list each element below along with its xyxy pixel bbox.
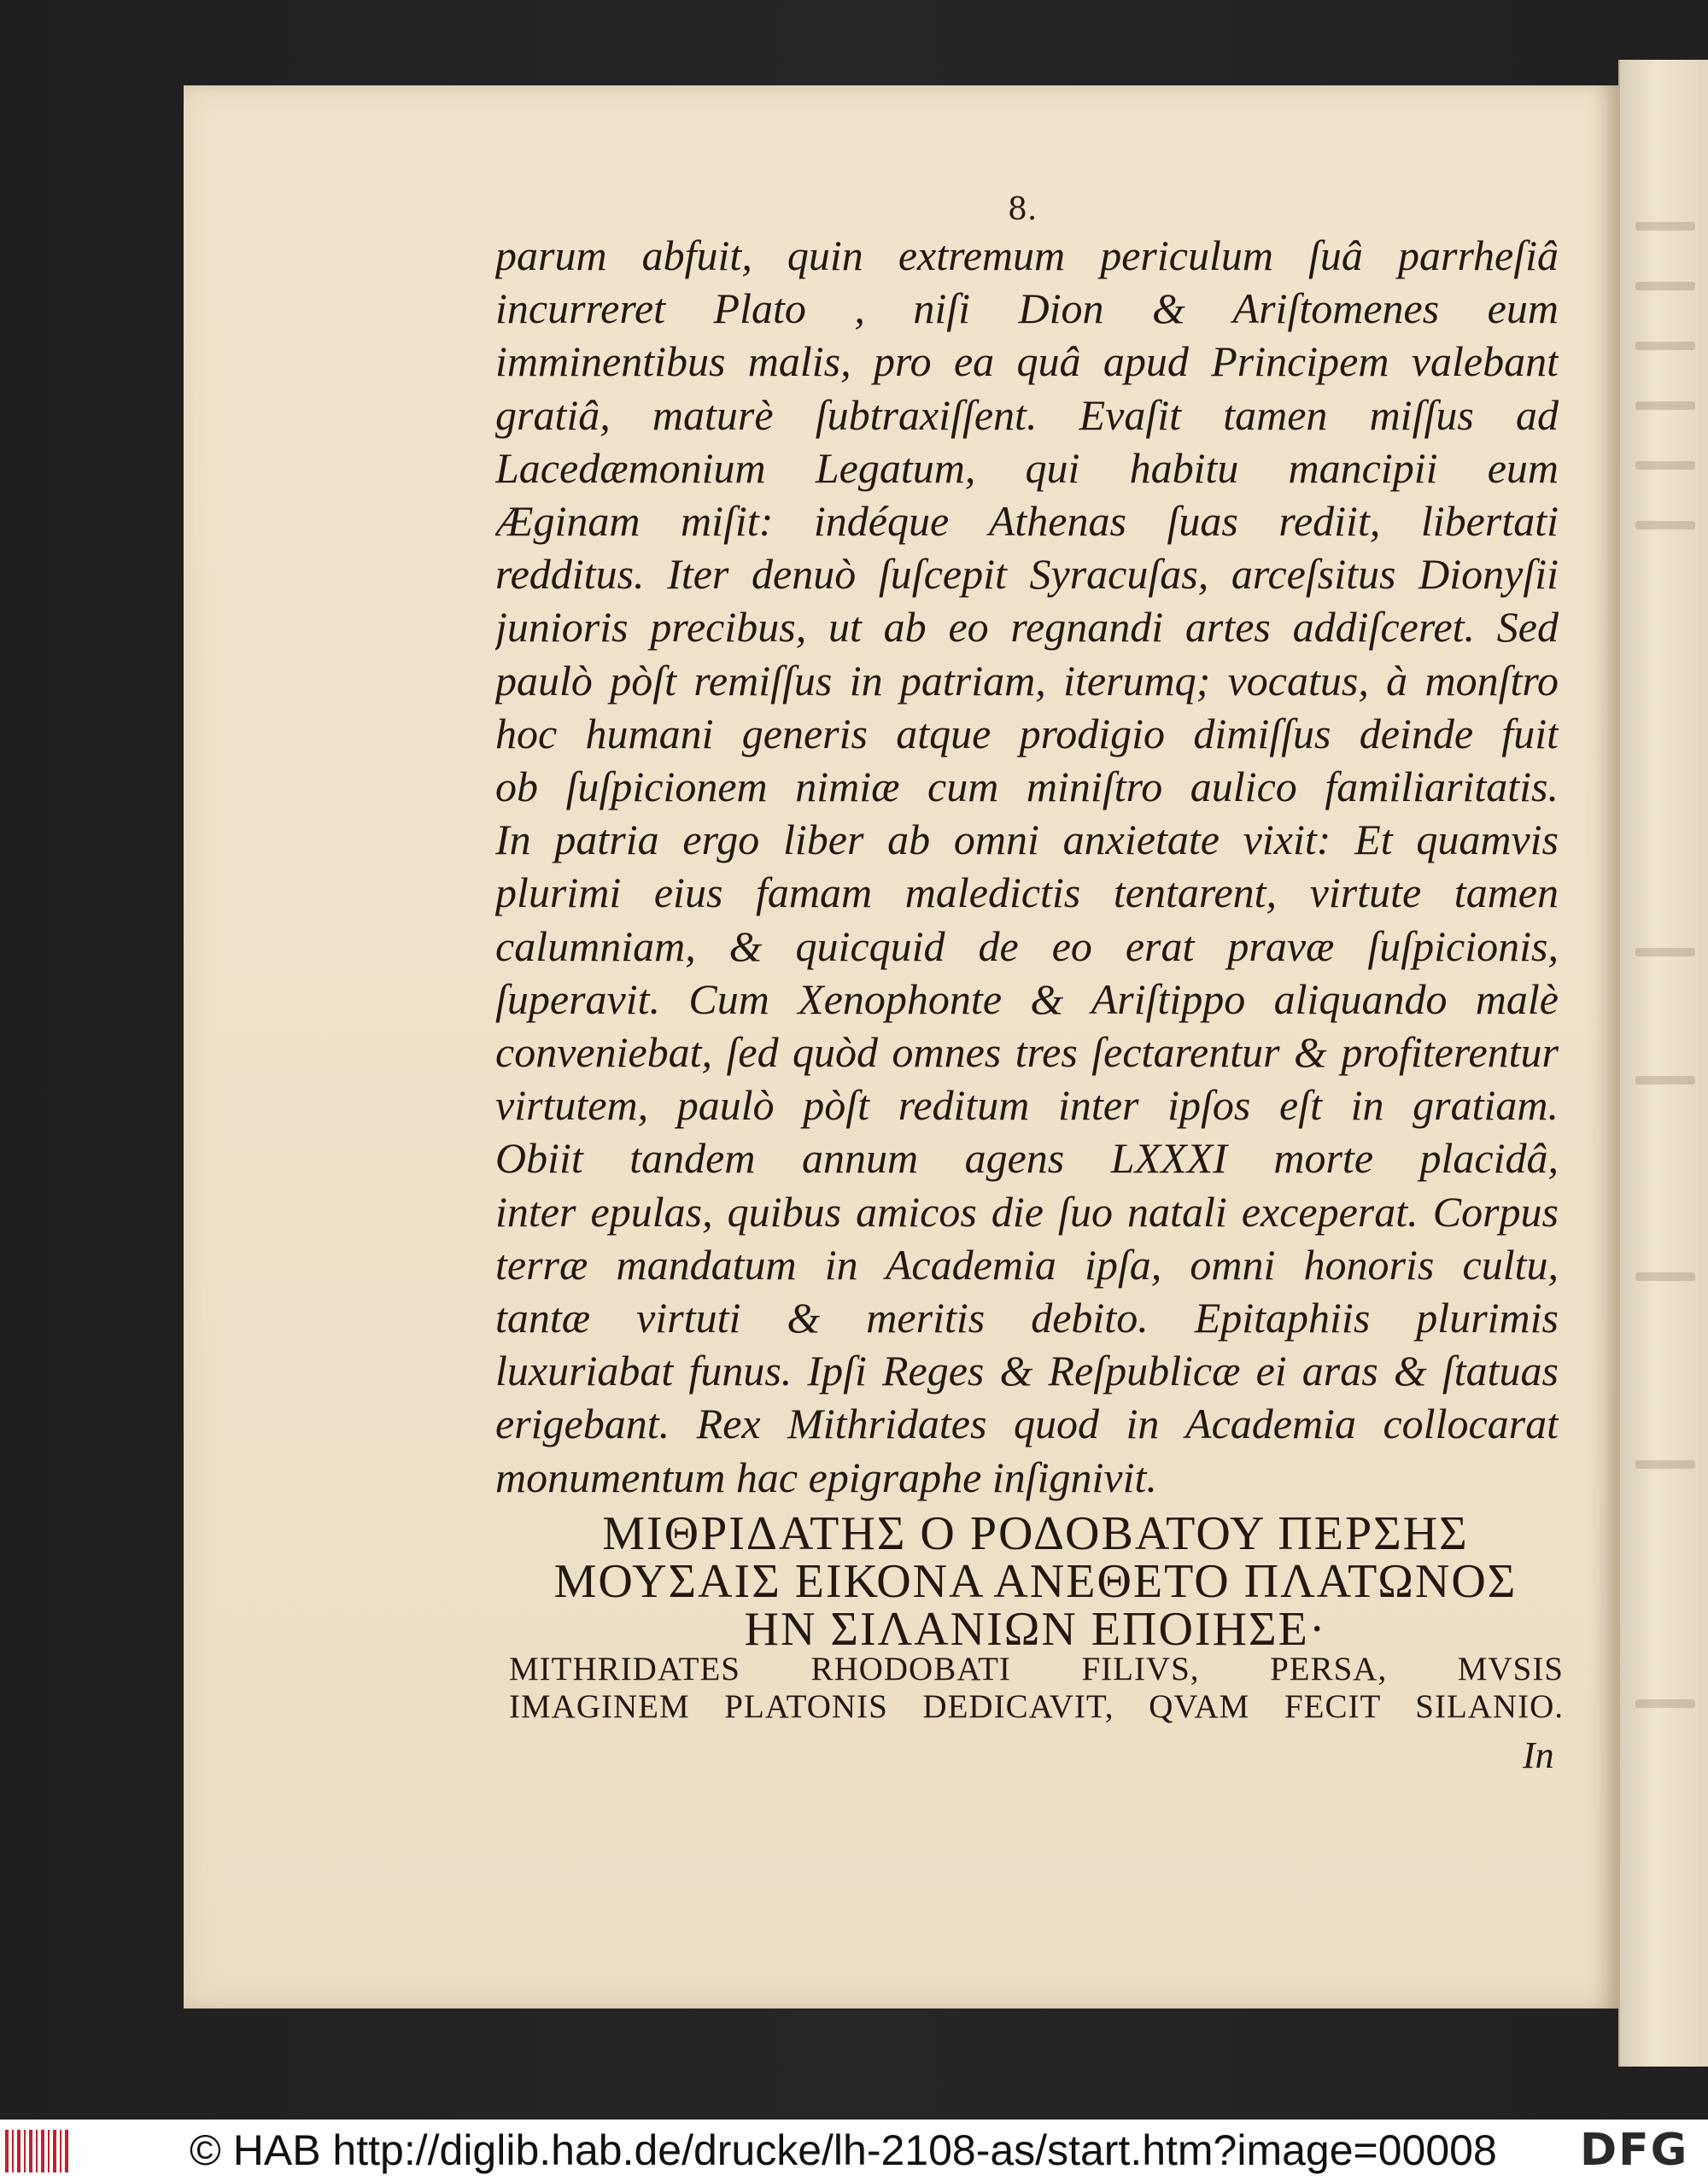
text-line: imminentibus malis, pro ea quâ apud Principem valebant (495, 337, 1559, 386)
footer-bar (0, 2120, 1708, 2181)
text-line: inter epulas, quibus amicos die ſuo natali exceperat. Corpus (495, 1187, 1559, 1236)
greek-inscription (504, 1507, 1567, 1656)
page-number: 8. (1008, 192, 1038, 227)
text-line: redditus. Iter denuò ſuſcepit Syracuſas, arceſsitus Dionyſii (495, 550, 1559, 599)
text-line: ob ſuſpicionem nimiæ cum miniſtro aulico familiaritatis. (495, 763, 1559, 811)
body-text (495, 229, 1559, 1504)
catchword: In (1523, 1734, 1554, 1776)
text-line: paulò pòſt remiſſus in patriam, iterumq; vocatus, à monſtro (495, 656, 1559, 705)
inscription-line: ΜΙΘΡΙΔΑΤΗΣ Ο ΡΟΔΟΒΑΤΟΥ ΠΕΡΣΗΣ (602, 1507, 1469, 1560)
text-line: Obiit tandem annum agens LXXXI morte placidâ, (495, 1134, 1559, 1183)
text-line: incurreret Plato , niſi Dion & Ariſtomenes eum (495, 284, 1559, 333)
text-line: gratiâ, maturè ſubtraxiſſent. Evaſit tamen miſſus ad (495, 390, 1559, 439)
text-line: erigebant. Rex Mithridates quod in Academia collocarat (495, 1400, 1559, 1448)
text-line: calumniam, & quicquid de eo erat pravæ ſuſpicionis, (495, 921, 1559, 970)
text-line: Æginam miſit: indéque Athenas ſuas rediit, libertati (495, 497, 1559, 546)
text-line: luxuriabat funus. Ipſi Reges & Reſpublicæ ei aras & ſtatuas (495, 1347, 1559, 1395)
copyright-link[interactable]: © HAB http://diglib.hab.de/drucke/lh-2108-as/start.htm?image=00008 (190, 2126, 1497, 2174)
text-line: virtutem, paulò pòſt reditum inter ipſos eſt in gratiam. (495, 1081, 1559, 1130)
text-line: plurimi eius famam maledictis tentarent, virtute tamen (495, 868, 1559, 917)
text-line: Lacedæmonium Legatum, qui habitu mancipii eum (495, 443, 1559, 492)
inscription-line: ΜΟΥΣΑΙΣ ΕΙΚΟΝΑ ΑΝΕΘΕΤΟ ΠΛΑΤΩΝΟΣ (553, 1555, 1518, 1608)
text-line: hoc humani generis atque prodigio dimiſſus deinde fuit (495, 709, 1559, 757)
text-line: conveniebat, ſed quòd omnes tres ſectarentur & profiterentur (495, 1028, 1559, 1077)
text-line: parum abfuit, quin extremum periculum ſuâ parrheſiâ (495, 231, 1559, 279)
text-line: ſuperavit. Cum Xenophonte & Ariſtippo aliquando malè (495, 974, 1559, 1023)
text-line: terræ mandatum in Academia ipſa, omni honoris cultu, (495, 1240, 1559, 1289)
adjacent-page-edge (1618, 60, 1708, 2067)
translation-line: MITHRIDATES RHODOBATI FILIVS, PERSA, MVSIS (509, 1651, 1564, 1687)
dfg-logo: DFG (1580, 2125, 1689, 2176)
text-line: In patria ergo liber ab omni anxietate vixit: Et quamvis (495, 816, 1559, 864)
latin-translation (509, 1651, 1564, 1726)
inscription-line: ΗΝ ΣΙΛΑΝΙΩΝ ΕΠΟΙΗΣΕ· (744, 1603, 1327, 1656)
barcode-icon (5, 2130, 72, 2172)
text-line: junioris precibus, ut ab eo regnandi artes addiſceret. Sed (495, 603, 1559, 652)
text-line: monumentum hac epigraphe inſignivit. (495, 1453, 1157, 1501)
translation-line: IMAGINEM PLATONIS DEDICAVIT, QVAM FECIT SILANIO. (509, 1688, 1564, 1725)
text-line: tantæ virtuti & meritis debito. Epitaphiis plurimis (495, 1294, 1559, 1342)
